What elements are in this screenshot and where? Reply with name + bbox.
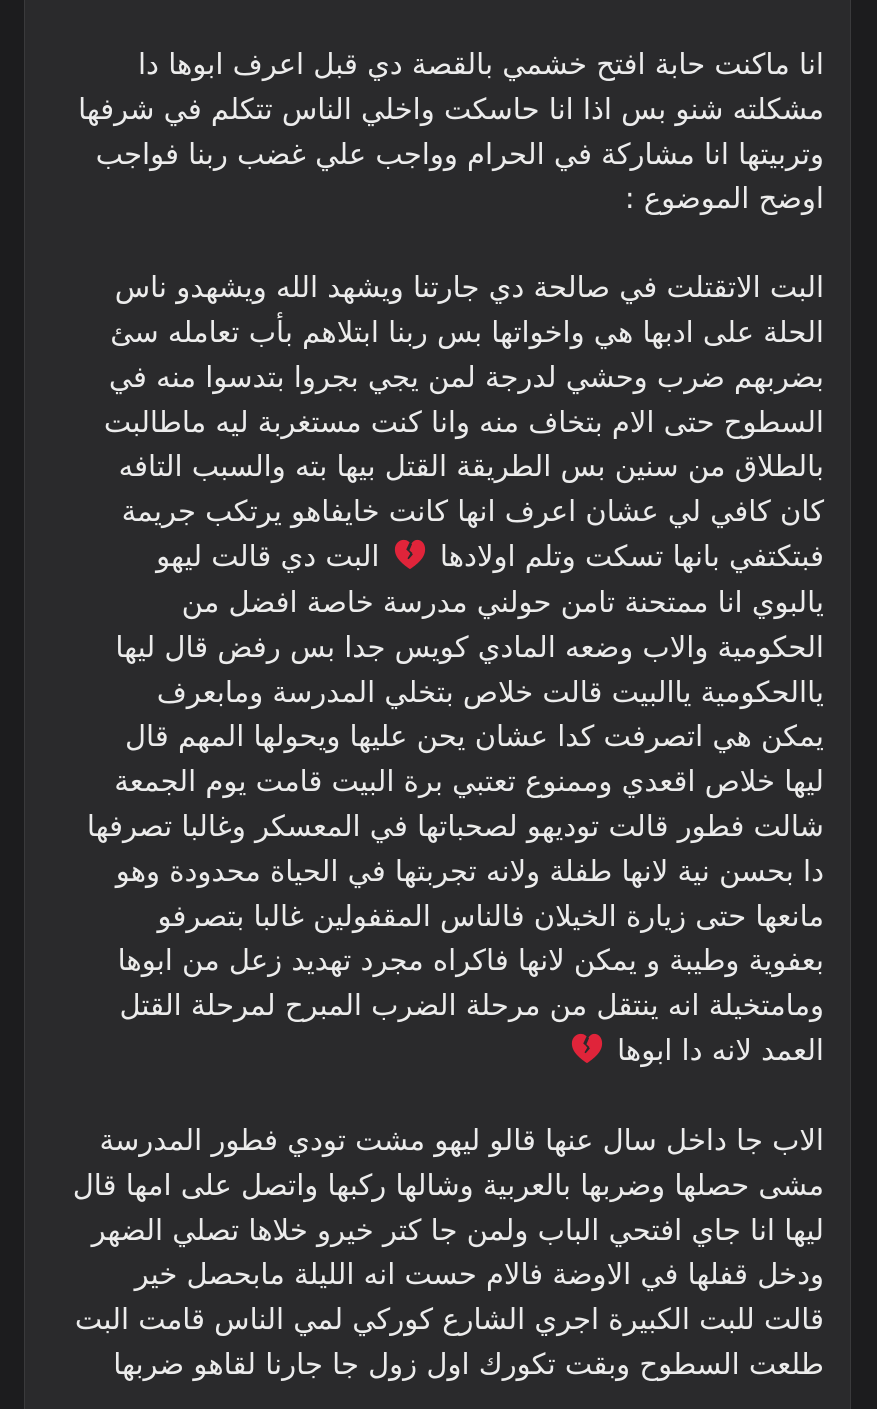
text-line: كان كافي لي عشان اعرف انها كانت خايفاهو يرتكب جريمة: [121, 494, 824, 529]
text-line: وتربيتها انا مشاركة في الحرام وواجب علي غضب ربنا فواجب: [95, 136, 824, 171]
paragraph-gap: [44, 221, 824, 265]
text-line: مانعها حتى زيارة الخيلان فالناس المقفولين غالبا بتصرفو: [157, 898, 824, 933]
text-line: بضربهم ضرب وحشي لدرجة لمن يجي بجروا بتدسوا منه في: [108, 359, 824, 394]
text-line: ليها انا جاي افتحي الباب ولمن جا كتر خيرو خلاها تصلي الضهر: [91, 1212, 824, 1247]
text-line: ليها خلاص اقعدي وممنوع تعتبي برة البيت قامت يوم الجمعة: [114, 764, 824, 799]
text-line-with-emoji: [44, 534, 824, 580]
text-line: يالبوي انا ممتحنة تامن حولني مدرسة خاصة افضل من: [181, 584, 824, 619]
text-line: مشى حصلها وضربها بالعربية وشالها ركبها واتصل على امها قال: [72, 1167, 824, 1202]
text-line: بالطلاق من سنين بس الطريقة القتل بيها بته والسبب التافه: [118, 449, 824, 484]
text-fragment: فبتكتفي بانها تسكت وتلم اولادها: [439, 538, 824, 573]
text-line: بعفوية وطيبة و يمكن لانها فاكراه مجرد تهديد زعل من ابوها: [117, 943, 824, 978]
text-line-with-emoji: [44, 1028, 824, 1074]
paragraph-2: [44, 265, 824, 1074]
post-body: [44, 42, 824, 1387]
broken-heart-icon: [393, 538, 427, 572]
text-line: طلعت السطوح وبقت تكورك اول زول جا جارنا لقاهو ضربها: [113, 1346, 824, 1381]
paragraph-3: [44, 1118, 824, 1387]
text-line: الحكومية والاب وضعه المادي كويس جدا بس رفض قال ليها: [115, 629, 824, 664]
text-line: الحلة على ادبها هي واخواتها بس ربنا ابتلاهم بأب تعامله سئ: [110, 314, 824, 349]
broken-heart-icon: [570, 1032, 604, 1066]
paragraph-gap: [44, 1074, 824, 1118]
text-line: اوضح الموضوع :: [624, 181, 824, 216]
text-fragment: العمد لانه دا ابوها: [617, 1032, 824, 1067]
text-line: ومامتخيلة انه ينتقل من مرحلة الضرب المبرح لمرحلة القتل: [119, 988, 824, 1023]
text-line: السطوح حتى الام بتخاف منه وانا كنت مستغربة ليه ماطالبت: [103, 404, 824, 439]
text-line: ياالحكومية ياالبيت قالت خلاص بتخلي المدرسة ومابعرف: [156, 674, 824, 709]
text-line: انا ماكنت حابة افتح خشمي بالقصة دي قبل اعرف ابوها دا: [138, 47, 824, 81]
text-line: ودخل قفلها في الاوضة فالام حست انه الليلة مابحصل خير: [134, 1257, 824, 1292]
text-fragment: البت دي قالت ليهو: [156, 538, 380, 573]
paragraph-1: [44, 42, 824, 221]
text-line: قالت للبت الكبيرة اجري الشارع كوركي لمي الناس قامت البت: [74, 1302, 824, 1337]
text-line: الاب جا داخل سال عنها قالو ليهو مشت تودي فطور المدرسة: [99, 1122, 824, 1157]
post-card: [24, 0, 851, 1409]
text-line: يمكن هي اتصرفت كدا عشان يحن عليها ويحولها المهم قال: [124, 719, 824, 754]
text-line: دا بحسن نية لانها طفلة ولانه تجربتها في الحياة محدودة وهو: [115, 853, 824, 888]
text-line: شالت فطور قالت توديهو لصحباتها في المعسكر وغالبا تصرفها: [86, 808, 824, 843]
text-line: مشكلته شنو بس اذا انا حاسكت واخلي الناس تتكلم في شرفها: [78, 91, 824, 126]
text-line: البت الاتقتلت في صالحة دي جارتنا ويشهد الله ويشهدو ناس: [114, 270, 824, 305]
